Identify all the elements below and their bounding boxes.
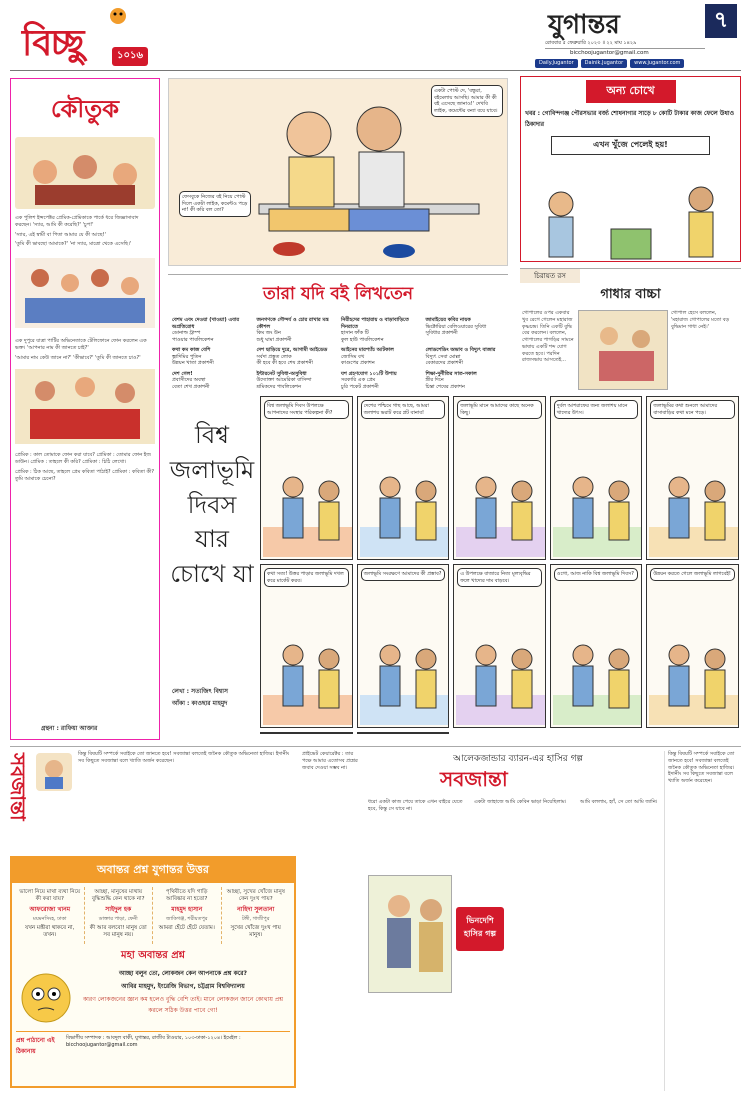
qa-name: মাহমুদ হাসান	[171, 905, 203, 913]
issue-number: ১০১৬	[112, 47, 148, 66]
speech-bubble: কথা সত্য! উত্তর পাড়ার জলাভূমি দখল করে মার্কেট করব।	[264, 568, 349, 587]
jolavumi-comic	[168, 390, 741, 738]
panel-figures	[649, 447, 739, 557]
book-title: জনগণকে সৌন্দর্য ও চোর রাখার মন্ত্র কৌশল	[256, 317, 329, 330]
comic-panel	[357, 732, 450, 734]
book-author: সরকারি এক প্রেম	[341, 377, 376, 383]
book-author: ভ্লাদিমির পুতিন	[172, 353, 202, 360]
maha-answer: কারণ লোকজনের জ্ঞান কম হলেও বুদ্ধি বেশি তাই। মানে লোকজন জানে কোথায় প্রশ্ন করলে সঠিক উত্তর পাবে গো!	[82, 995, 284, 1014]
facebook-link[interactable]: Daily.Jugantor	[535, 59, 578, 68]
book-author: জোসিম বখ	[341, 353, 365, 360]
maha-name: আবির মাহমুদ, ইংরেজি বিভাগ, চট্টগ্রাম বিশ্ববিদ্যালয়	[121, 982, 245, 990]
chirayata-title: গাধার বাচ্চা	[600, 287, 661, 302]
chirayata-col2: গোপাল হেসে বললেন, 'মহারাজ গোপালের মতো বড় বুদ্ধিমান গাধা নেই।'	[671, 310, 730, 330]
book-title: ইন্টারনেট সুবিধা-অসুবিধা	[256, 370, 307, 377]
sobjanta-intro	[6, 746, 300, 821]
sobjanta-title: সবজান্তা	[440, 767, 508, 791]
sobjanta-illustration	[368, 875, 452, 993]
book-publisher: কাগুপের প্রকাশন	[341, 360, 375, 366]
qa-q: আচ্ছা, মানুষের মাথায় বুদ্ধিশুদ্ধি কেন থাকে না?	[91, 889, 145, 903]
book-author: স্ত্রীর দিনে	[425, 377, 444, 383]
book-title: জামাইয়ের কবির নায়ক	[425, 317, 471, 323]
joke-6: প্রেমিক : কাল তোমাকে ফোন করা যাবে? প্রেমিকা : তোমার ফোন ইজ ডাউন। প্রেমিক : তাহলে কী করি? প্রেমিকা : চিঠি লেখো।	[15, 452, 151, 465]
book-entry	[257, 317, 336, 343]
onno-chokhe-title: অন্য চোখে	[586, 80, 676, 103]
book-title: বেশম এবং দেওয়া (খাওয়া) এবার অপ্রতিরোধ	[172, 317, 240, 330]
brand-name: বিচ্ছু	[22, 22, 83, 64]
book-entry	[341, 317, 420, 343]
book-title: শিক্ষা-দুর্নীতির সাত-সকাল	[425, 370, 477, 377]
comic-panel	[260, 732, 353, 734]
qa-a: সুখের খোঁজে দুঃখ পায় মানুষ।	[230, 924, 281, 939]
book-entry	[426, 317, 505, 343]
sobjanta-col-4: আমি বললাম, হ্যাঁ, সে তো আমি জানি।	[580, 799, 658, 805]
qa-item	[16, 887, 85, 944]
book-author: বিদ্যুৎ সেবা মোল্লা	[425, 353, 461, 360]
book-author: সর্বদা প্রস্তুত লোক	[256, 353, 292, 360]
page-number: ৭	[705, 4, 737, 38]
onno-chokhe-cartoon	[521, 159, 740, 279]
qa-grid	[16, 887, 290, 944]
qa-place: ডাক্তার পাড়া, ফেনী	[98, 915, 138, 922]
panel-figures	[456, 447, 546, 557]
dateline: রোববার ৫ ফেব্রুয়ারি ২০২৩ ॥ ২২ মাঘ ১৪২৯	[545, 40, 705, 49]
speech-bubble: দুর্বল আশরাফের জন্য জলাশয় মানে খাদ্যের উৎস।	[554, 400, 639, 419]
koutuk-credit: গ্রন্থনা : রাফিয়া আক্তার	[41, 724, 98, 732]
book-author: প্রবাসীদের অবস্থা	[172, 377, 206, 383]
qa-q: আচ্ছা, সুখের খোঁজে মানুষ কেন দুঃখ পায়?	[226, 889, 285, 903]
panel-figures	[360, 615, 450, 725]
sobjanta-right-column	[664, 751, 739, 1091]
website-link[interactable]: www.jugantor.com	[630, 59, 684, 68]
onno-chokhe-box	[520, 76, 741, 262]
speech-bubble: জলাভূমি সংরক্ষণে আমাদের কী প্রস্তাব?	[361, 568, 446, 581]
maha-title: মহা অবান্তর প্রশ্ন	[121, 949, 185, 961]
jolavumi-panel-grid	[260, 396, 739, 734]
bicchoo-logo	[20, 6, 165, 66]
book-author: হাসান ফাঁক টি	[341, 330, 369, 336]
joke-1: এক পুলিশ ইন্সপেক্টর প্রেমিক-প্রেমিকাকে পার্কে ধরে জিজ্ঞাসাবাদ করছেন। 'স্যার, আমি কী করেছি?' 'চুপ!'	[15, 215, 139, 228]
panel-figures	[263, 615, 353, 725]
speech-bubble: দেশের পশ্চিমে গাছ আছে, আমরা জলাশয় ভরাট করে প্লট বানাব!	[361, 400, 446, 419]
onno-chokhe-caption: এখন খুঁজে পেলেই হয়!	[551, 136, 710, 155]
comic-panel	[357, 396, 450, 560]
qa-item	[85, 887, 154, 944]
tara-jodi-title: তারা যদি বই লিখতেন	[262, 284, 414, 304]
book-publisher: সুবিধার প্রকাশনী	[425, 330, 458, 336]
tara-jodi-section	[168, 274, 508, 390]
qa-a: যখন মন্ত্রীরা থাকবে না, তখন।	[25, 924, 75, 939]
comic-panel	[646, 564, 739, 728]
book-publisher: কী হবে কী হবে শেষ প্রকাশনী	[256, 360, 313, 366]
sobjanta-story	[300, 746, 741, 1092]
sobjanta-badge: ভিনদেশি হাসির গল্প	[456, 907, 504, 951]
book-publisher: চুরি পকেট প্রকাশনী	[341, 383, 379, 390]
sobjanta-col-3: একটা জাহাজে আমি কেবিন ভাড়া নিয়েছিলাম।	[474, 799, 567, 805]
joke-4: এক দুপুরে যাত্রা পার্টির অভিনেতাকে টেলিফোনে ফোন করলেন এক ভক্ত। 'আপনার নাম কী জানতে চাই?'	[15, 338, 147, 351]
comic-panel	[260, 564, 353, 728]
book-title: দেশ গেল!	[172, 370, 193, 377]
speech-bubble: এ উপলক্ষে বাজারে নিত্য মূল্যবৃদ্ধির ফলে খাদ্যের দাম বাড়বে।	[457, 568, 542, 587]
thinking-emoji	[16, 968, 76, 1028]
comic-panel	[357, 564, 450, 728]
book-title: আইনের মারপ্যাঁচ আটকাল	[341, 347, 394, 353]
qa-place: টঙ্গী, গাজীপুর	[242, 915, 270, 922]
book-publisher: বেকারদের প্রকাশনী	[425, 360, 464, 366]
qa-item	[222, 887, 291, 944]
top-cartoon	[168, 78, 508, 266]
speech-bubble: জলাভূমির কথা শুনলে আমাদের বাসাবাড়ির কথা মনে পড়ে।	[650, 400, 735, 419]
book-entry	[172, 347, 251, 367]
book-publisher: পাওয়ার পাবলিকেশন	[172, 336, 214, 343]
book-entry	[172, 371, 251, 391]
joke-2: 'স্যার, এই স্বামী বা পিতা আমার যে কী আছে!'	[15, 231, 106, 238]
comic-panel	[260, 396, 353, 560]
qa-place: জাকিগঞ্জ, শরীয়তপুর	[165, 915, 208, 922]
book-publisher: চিন্তা শেষের প্রকাশন	[425, 383, 465, 390]
panel-figures	[649, 615, 739, 725]
jolavumi-artist: আঁকা : কাওছার মাহমুদ	[172, 700, 228, 707]
joke-7: প্রেমিক : ঠিক আছে, তাহলে প্রেম কবিতা পাঠাই? প্রেমিকা : কবিতা কী? তুমি আমাকে চেনো?	[15, 468, 155, 482]
book-title: যশ গ্রহণযোগ ১০১টি উপায়	[341, 370, 397, 377]
book-title: নিরীহদের পাহারায় ও বাড়াবাড়িতে দিনরাতে	[341, 317, 409, 330]
qa-a: কী আর বলবো! মানুষ তো সব মানুষ নয়।	[89, 924, 147, 939]
book-entry	[426, 371, 505, 391]
comic-panel	[550, 396, 643, 560]
qa-footer: বিভাগীয় সম্পাদক : আবদুল বাকী, যুগান্তর, রাজীব টাওয়ার, ১০৩-ঢাকা-১২০৪। ইমেইল : bicchoojugantor@gmail.com	[66, 1034, 241, 1048]
book-entry	[426, 347, 505, 367]
joke-5: 'আমার নাম কেউ জানে না?' 'কীভাবে?' 'তুমি কী জানতে চাও?'	[15, 354, 141, 361]
qa-item	[153, 887, 222, 944]
qa-name: সাইদুল হক	[105, 905, 132, 913]
speech-bubble: ওগো, আজ নাকি বিশ্ব জলাভূমি দিবস?	[554, 568, 639, 581]
qa-box	[10, 856, 296, 1088]
book-entry	[341, 371, 420, 391]
comic-panel	[453, 396, 546, 560]
sobjanta-col-2: ধরো একটা কাজ পেয়ে তাকে এখন বাইরে যেতে হবে, কিন্তু সে যাবে না।	[368, 799, 463, 812]
koutuk-column	[10, 78, 160, 740]
qa-title: অবান্তর প্রশ্ন যুগান্তর উত্তর	[12, 858, 294, 883]
book-publisher: শ্রমিকদের পাবলিকেশন	[256, 383, 302, 390]
panel-figures	[263, 447, 353, 557]
book-title: লোডশেডিং অভাব ও বিদ্যুৎ বাজার	[425, 347, 496, 353]
book-title: কথা কম কাজ বেশি	[172, 347, 211, 353]
book-entry	[341, 347, 420, 367]
comic-panel	[646, 396, 739, 560]
qa-name: নাহিদা সুলতানা	[237, 905, 275, 913]
sobjanta-intro-text: কিন্তু বিষয়টি সম্পর্কে সবাইকে তো জানতে হবে! সবজান্তা বলতেই জনৈক কৌতুক অভিনেতা হাজির। ইদানীং সব কিছুতে সবজান্তা বলে খ্যাতি অর্জন করেছেন।	[78, 751, 290, 764]
book-title: দেশ ছাড়িয়ে দুরে, আগামী আইডেড	[256, 347, 328, 353]
maha-question: আচ্ছা বলুন তো, লোকজন কেন আপনাকে প্রশ্ন করে?	[118, 969, 248, 977]
panel-figures	[360, 447, 450, 557]
newspaper-name: যুগান্তর	[548, 10, 620, 40]
koutuk-illustration-2	[15, 258, 155, 328]
cartoon-bubble-right: একটা পোস্ট দে, 'বন্ধুরা, বইমেলায় আসছি। আমার কী কী বই এসেছে জানাও!' দেখবি লাইক, কমেন্টের বন্যা বয়ে যাবে।	[431, 85, 503, 117]
book-publisher: উন্নয়ন খাতা প্রকাশনী	[172, 360, 214, 366]
chirayata-col1: গোপালের ওপর একবার খুব রেগে গেলেন মহারাজ কৃষ্ণচন্দ্র। তিনি একটি বুদ্ধি বের করলেন। বললেন, গোপালের পাগড়ির সামনে ভাষায় একটি শব্দ যোগ করতে হবে। পরদিন রাজসভায় আসতেই...	[522, 310, 574, 364]
book-entry	[172, 317, 251, 343]
tara-jodi-grid	[168, 317, 508, 390]
qa-footer-label: প্রশ্ন পাঠানো এই ঠিকানায়	[16, 1036, 55, 1055]
book-publisher: কুল হাউ পাবলিকেশন	[341, 336, 384, 343]
cartoon-bubble-left: ফেসবুকে নিজের বই নিয়ে পোস্ট দিলে একটা লাইক, কমেন্টও পড়ে না! কী করি বল তো?	[179, 191, 251, 217]
panel-figures	[553, 615, 643, 725]
book-author: কিম জং উন	[256, 330, 281, 336]
joke-3: 'তুমি কী ভাবছো আমাকে?' 'না স্যার, মাত্রো থেকে এসেছি।'	[15, 241, 132, 248]
qa-q: ভালো নিয়ে মাথা ব্যথা নিয়ে কী করা যায়?	[19, 889, 81, 903]
sobjanta-col-1: প্রাইভেট কেয়ারেক্টর : তার পক্ষে আমার এতোসব প্রশ্নের জবাব দেওয়া সম্ভব না।	[302, 751, 358, 771]
sobjanta-caption: আলেকজান্ডার ব্যারন-এর হাসির গল্প	[453, 754, 583, 764]
speech-bubble: উন্নয়ন করতে গেলে জলাভূমি লাগবেই!	[650, 568, 735, 581]
speech-bubble: জলাভূমি মানে আমাদের কাছে অনেক কিছু।	[457, 400, 542, 419]
book-publisher: বেতা শেখ প্রকাশনী	[172, 383, 210, 390]
panel-figures	[553, 447, 643, 557]
chirayata-illustration	[578, 310, 668, 390]
panel-figures	[456, 615, 546, 725]
qa-place: ময়মনসিংহ, ঢাকা	[33, 915, 67, 922]
book-author: ডোনাল্ড ট্রাম্প	[172, 330, 201, 336]
qa-a: আমরা হেঁটে হেঁটে যেতাম।	[158, 924, 215, 931]
facebook-link-2[interactable]: Dainik.Jugantor	[581, 59, 627, 68]
chirayata-section	[520, 268, 741, 384]
koutuk-illustration-3	[15, 369, 155, 444]
social-links	[535, 59, 740, 68]
chirayata-tag: চিরায়ত রস	[520, 269, 580, 283]
jolavumi-title: বিশ্ব জলাভূমি দিবস যার চোখে যা	[169, 421, 255, 589]
book-entry	[257, 347, 336, 367]
sobjanta-avatar	[36, 753, 72, 791]
koutuk-title: কৌতুক	[50, 94, 120, 123]
onno-chokhe-news: খবর : গোবিন্দগঞ্জ পৌরসভার বর্জ্য শোধনাগার সাড়ে ৮ কোটি টাকার কাজ ফেলে উধাও ঠিকাদার	[525, 110, 735, 128]
sobjanta-right-text: কিন্তু বিষয়টি সম্পর্কে সবাইকে তো জানতে হবে! সবজান্তা বলতেই জনৈক কৌতুক অভিনেতা হাজির। ইদানীং সব কিছুতে সবজান্তা বলে খ্যাতি অর্জন করেছেন।	[668, 751, 735, 784]
comic-panel	[550, 564, 643, 728]
comic-panel	[453, 564, 546, 728]
speech-bubble: বিশ্ব জলাভূমি দিবস উপলক্ষে আপনাদের সংস্থার পরিকল্পনা কী?	[264, 400, 349, 419]
qa-q: পৃথিবীতে যদি গাড়ি আবিষ্কার না হতো?	[165, 889, 208, 903]
masthead-divider	[10, 70, 741, 71]
jolavumi-writer: লেখা : সত্যজিৎ বিশ্বাস	[172, 688, 228, 695]
koutuk-illustration-1	[15, 137, 155, 209]
book-author: উদ্যোক্তা আমেরিকা বাসিন্দা	[256, 377, 312, 383]
book-entry	[257, 371, 336, 391]
masthead-email[interactable]: bicchoojugantor@gmail.com	[570, 50, 649, 56]
book-publisher: শুধু ঘামা প্রকাশনী	[256, 336, 292, 343]
qa-name: আফরোজা খানম	[29, 905, 71, 913]
book-author: ভিক্টোরিয়া বেলিওয়ারের সুবিধা	[425, 323, 487, 330]
sobjanta-vertical-label: সবজান্তা	[6, 753, 30, 821]
